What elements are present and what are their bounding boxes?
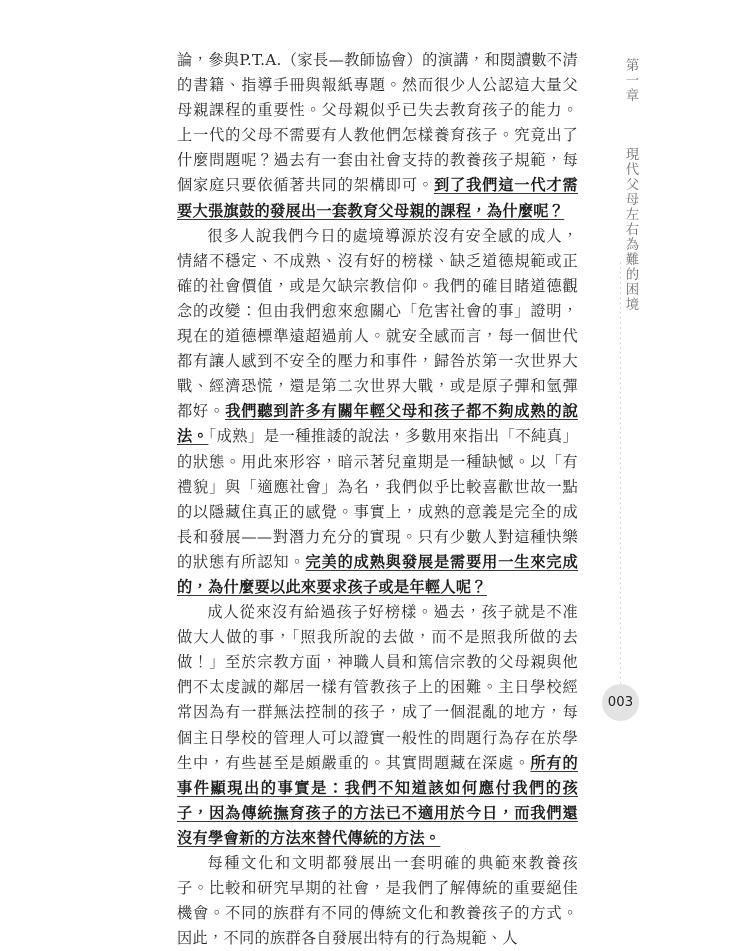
- text-run: 「成熟」是一種推諉的說法，多數用來指出「不純真」的狀態。用此來形容，暗示著兒童期是一種缺憾。以「有禮貌」與「適應社會」為名，我們似乎比較喜歡世故一點的以隱藏住真正的感覺。事實上，成熟的意義是完全的成長和發展——對潛力充分的實現。只有少數人對這種快樂的狀態有所認知。: [177, 427, 578, 571]
- text-run: 論，參與P.T.A.（家長—教師協會）的演講，和閱讀數不清的書籍、指導手冊與報紙專題。然而很少人公認這大量父母親課程的重要性。父母親似乎已失去教育孩子的能力。上一代的父母不需要有人教他們怎樣養育孩子。究竟出了什麼問題呢？過去有一套由社會支持的教養孩子規範，每個家庭只要依循著共同的架構即可。: [177, 51, 578, 195]
- text-run: 很多人說我們今日的處境導源於沒有安全感的成人，情緒不穩定、不成熟、沒有好的榜樣、缺乏道德規範或正確的社會價值，或是欠缺宗教信仰。我們的確目睹道德觀念的改變：但由我們愈來愈關心「危害社會的事」證明，現在的道德標準遠超過前人。就安全感而言，每一個世代都有讓人感到不安全的壓力和事件，歸咎於第一次世界大戰、經濟恐慌，還是第二次世界大戰，或是原子彈和氫彈都好。: [177, 226, 578, 421]
- emphasized-text-run: 完美的成熟與發展是需要用一生來完成的，為什麼要以此來要求孩子或是年輕人呢？: [177, 552, 578, 596]
- text-run: 成人從來沒有給過孩子好榜樣。過去，孩子就是不准做大人做的事，「照我所說的去做，而不是照我所做的去做！」至於宗教方面，神職人員和篤信宗教的父母親與他們不太虔誠的鄰居一樣有管教孩子上的困難。主日學校經常因為有一群無法控制的孩子，成了一個混亂的地方，每個主日學校的管理人可以證實一般性的問題行為存在於學生中，有些甚至是頗嚴重的。其實問題藏在深處。: [177, 603, 578, 772]
- body-paragraph: [177, 851, 578, 951]
- emphasized-text-run: 我們聽到許多有關年輕父母和孩子都不夠成熟的說法。: [177, 402, 578, 446]
- emphasized-text-run: 到了我們這一代才需要大張旗鼓的發展出一套教育父母親的課程，為什麼呢？: [177, 176, 578, 220]
- dotted-leader-rule: [620, 262, 621, 686]
- page-number: 003: [607, 695, 634, 710]
- running-head: [604, 58, 638, 312]
- text-run: 每種文化和文明都發展出一套明確的典範來教養孩子。比較和研究早期的社會，是我們了解傳統的重要絕佳機會。不同的族群有不同的傳統文化和教養孩子的方式。因此，不同的族群各自發展出特有的行為規範、人: [177, 854, 578, 948]
- running-head-chapter-title: 現代父母左右為難的困境: [623, 147, 638, 313]
- body-paragraph: [177, 48, 578, 224]
- page-number-badge: [602, 684, 639, 721]
- body-paragraph: [177, 600, 578, 851]
- body-paragraph: [177, 224, 578, 600]
- body-text-column: [177, 48, 578, 951]
- running-head-chapter-label: 第一章: [623, 58, 638, 104]
- emphasized-text-run: 所有的事件顯現出的事實是：我們不知道該如何應付我們的孩子，因為傳統撫育孩子的方法已不適用於今日，而我們還沒有學會新的方法來替代傳統的方法。: [177, 753, 578, 847]
